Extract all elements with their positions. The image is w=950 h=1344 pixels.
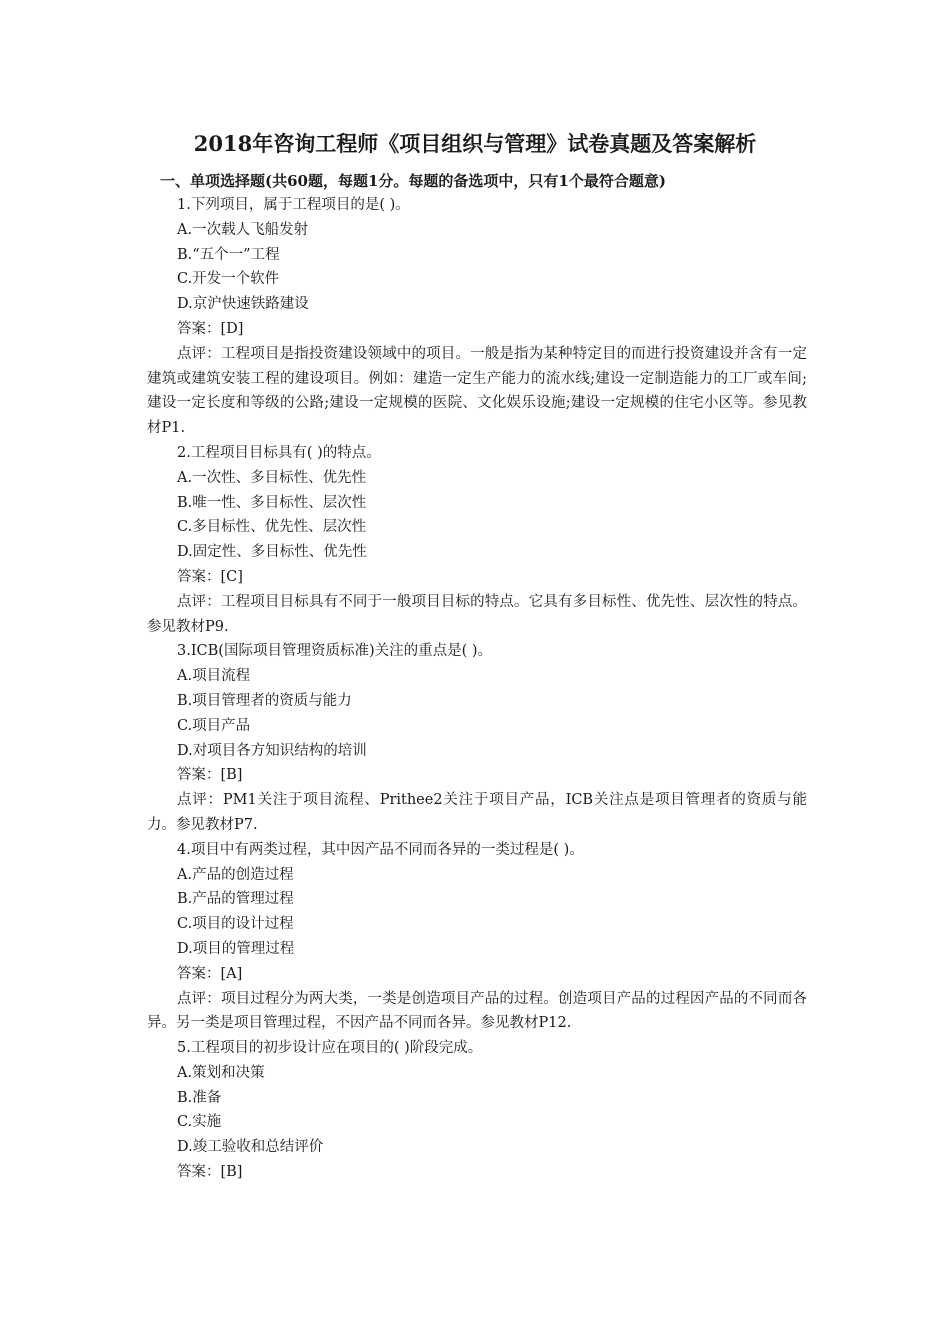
option-b: B.准备	[177, 1089, 222, 1106]
section-heading: 一、单项选择题(共60题，每题1分。每题的备选项中，只有1个最符合题意)	[160, 172, 666, 190]
option-d: D.固定性、多目标性、优先性	[177, 544, 367, 561]
option-d: D.京沪快速铁路建设	[177, 296, 309, 313]
question-stem: 5.工程项目的初步设计应在项目的( )阶段完成。	[177, 1040, 483, 1057]
page-title: 2018年咨询工程师《项目组织与管理》试卷真题及答案解析	[193, 131, 757, 156]
question-list	[147, 193, 807, 1185]
question-stem: 2.工程项目目标具有( )的特点。	[177, 444, 381, 461]
question-stem: 4.项目中有两类过程，其中因产品不同而各异的一类过程是( )。	[177, 841, 584, 858]
option-a: A.一次性、多目标性、优先性	[177, 469, 367, 486]
option-c: C.实施	[177, 1114, 222, 1131]
option-b: B.“五个一”工程	[177, 246, 280, 263]
answer: 答案：[A]	[177, 965, 243, 982]
option-c: C.多目标性、优先性、层次性	[177, 519, 367, 536]
option-b: B.项目管理者的资质与能力	[177, 692, 352, 709]
option-d: D.竣工验收和总结评价	[177, 1139, 324, 1156]
option-d: D.对项目各方知识结构的培训	[177, 742, 367, 759]
comment: 点评：PM1关注于项目流程、Prithee2关注于项目产品，ICB关注点是项目管理者的资质与能力。参见教材P7.	[147, 792, 807, 833]
option-b: B.唯一性、多目标性、层次性	[177, 494, 367, 511]
answer: 答案：[D]	[177, 320, 244, 337]
question-stem: 3.ICB(国际项目管理资质标准)关注的重点是( )。	[177, 643, 493, 660]
answer: 答案：[B]	[177, 767, 243, 784]
option-a: A.产品的创造过程	[177, 866, 294, 883]
option-c: C.项目的设计过程	[177, 916, 294, 933]
question-3	[147, 639, 807, 837]
question-4	[147, 838, 807, 1036]
comment: 点评：工程项目目标具有不同于一般项目目标的特点。它具有多目标性、优先性、层次性的特点。参见教材P9.	[147, 593, 807, 635]
option-c: C.项目产品	[177, 717, 251, 734]
option-c: C.开发一个软件	[177, 271, 280, 288]
question-2	[147, 441, 807, 639]
answer: 答案：[C]	[177, 568, 243, 585]
question-stem: 1.下列项目，属于工程项目的是( )。	[177, 197, 410, 213]
option-a: A.策划和决策	[177, 1064, 265, 1081]
option-a: A.项目流程	[177, 668, 251, 685]
answer: 答案：[B]	[177, 1164, 243, 1181]
question-5	[147, 1036, 807, 1185]
question-1	[147, 193, 807, 441]
option-a: A.一次载人飞船发射	[177, 221, 309, 238]
comment: 点评：项目过程分为两大类，一类是创造项目产品的过程。创造项目产品的过程因产品的不同而各异。另一类是项目管理过程，不因产品不同而各异。参见教材P12.	[147, 990, 807, 1032]
option-d: D.项目的管理过程	[177, 940, 295, 957]
comment: 点评：工程项目是指投资建设领域中的项目。一般是指为某种特定目的而进行投资建设并含有一定建筑或建筑安装工程的建设项目。例如：建造一定生产能力的流水线;建设一定制造能力的工厂或车间;建设一定长度和等级的公路;建设一定规模的医院、文化娱乐设施;建设一定规模的住宅小区等。参见教材P1.	[147, 345, 807, 437]
option-b: B.产品的管理过程	[177, 891, 294, 908]
